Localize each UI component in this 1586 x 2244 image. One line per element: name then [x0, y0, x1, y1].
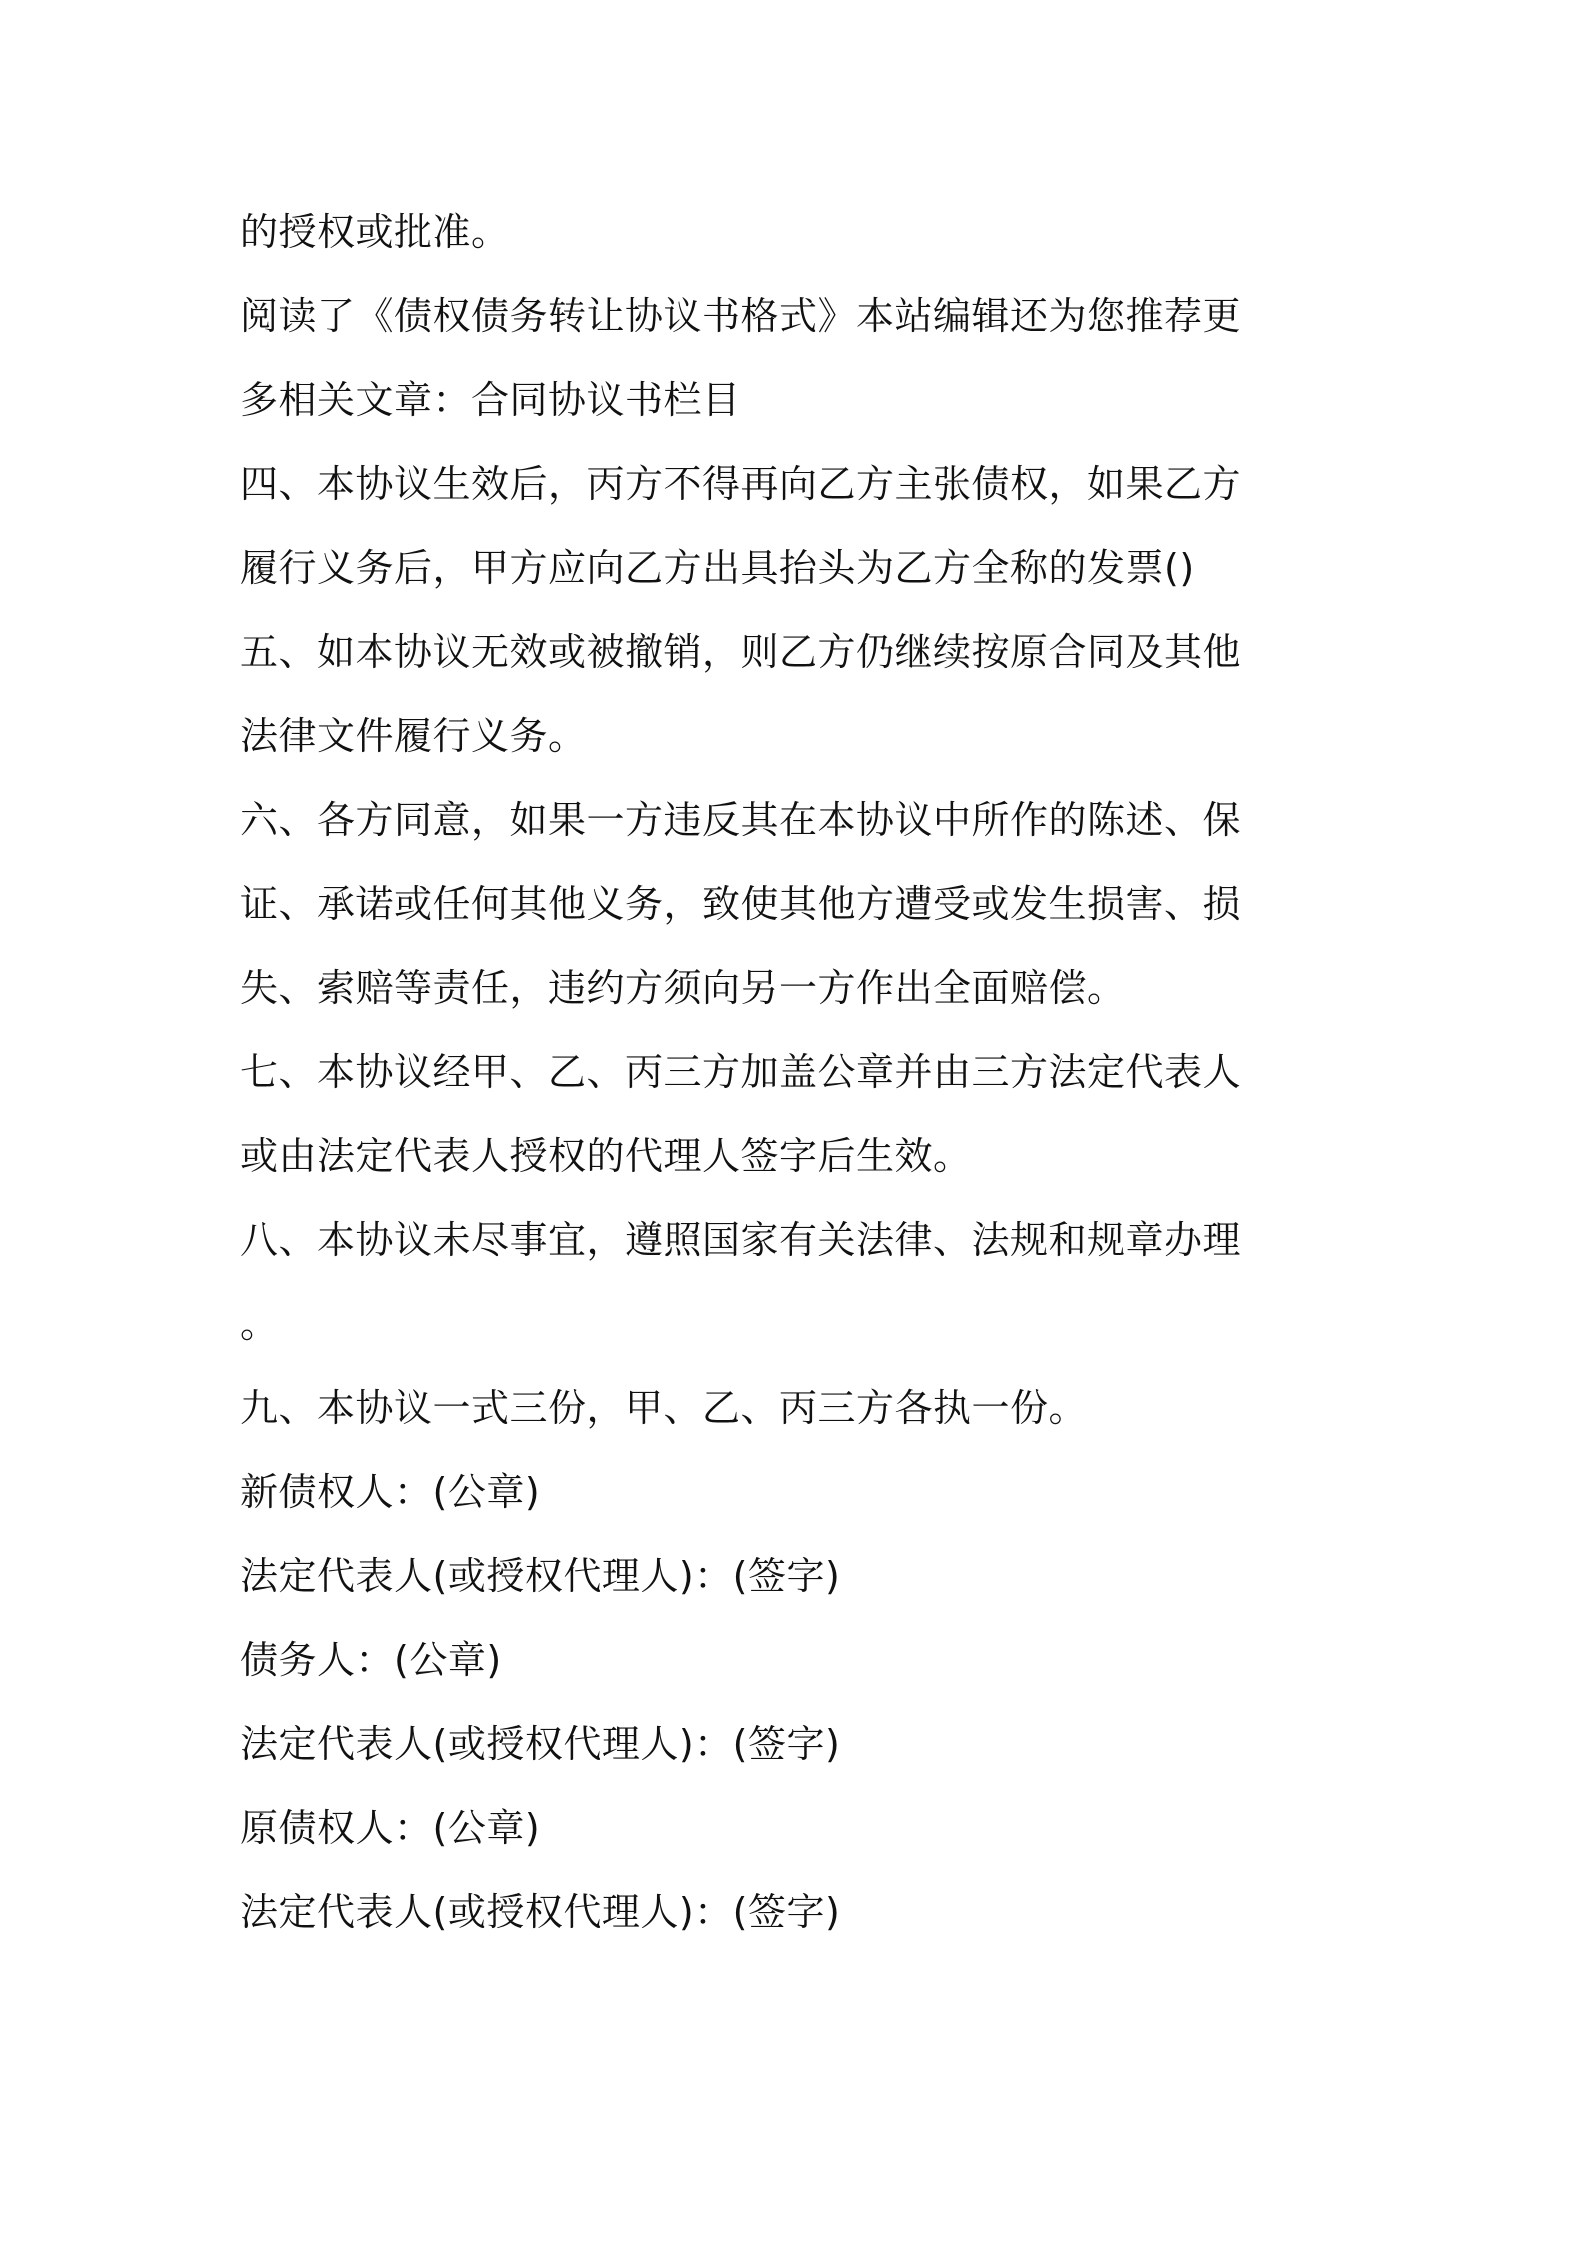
- text-line: 九、本协议一式三份，甲、乙、丙三方各执一份。: [240, 1386, 1088, 1430]
- text-line: 的授权或批准。: [240, 210, 510, 254]
- signature-line-representative: 法定代表人(或授权代理人)：(签字): [240, 1554, 841, 1598]
- text-line: 履行义务后，甲方应向乙方出具抬头为乙方全称的发票(): [240, 546, 1195, 590]
- text-line: 证、承诺或任何其他义务，致使其他方遭受或发生损害、损: [240, 882, 1242, 926]
- text-line: 六、各方同意，如果一方违反其在本协议中所作的陈述、保: [240, 798, 1242, 842]
- signature-line-representative: 法定代表人(或授权代理人)：(签字): [240, 1722, 841, 1766]
- signature-line-new-creditor: 新债权人：(公章): [240, 1470, 541, 1514]
- text-line: 法律文件履行义务。: [240, 714, 587, 758]
- text-line: 七、本协议经甲、乙、丙三方加盖公章并由三方法定代表人: [240, 1050, 1242, 1094]
- signature-line-original-creditor: 原债权人：(公章): [240, 1806, 541, 1850]
- signature-line-debtor: 债务人：(公章): [240, 1638, 502, 1682]
- text-line: 或由法定代表人授权的代理人签字后生效。: [240, 1134, 972, 1178]
- document-body: [240, 190, 1360, 1954]
- text-line: 阅读了《债权债务转让协议书格式》本站编辑还为您推荐更: [240, 294, 1242, 338]
- text-line: 八、本协议未尽事宜，遵照国家有关法律、法规和规章办理: [240, 1218, 1242, 1262]
- text-line: 五、如本协议无效或被撤销，则乙方仍继续按原合同及其他: [240, 630, 1242, 674]
- text-line: 四、本协议生效后，丙方不得再向乙方主张债权，如果乙方: [240, 462, 1242, 506]
- signature-line-representative: 法定代表人(或授权代理人)：(签字): [240, 1890, 841, 1934]
- text-line: 。: [240, 1302, 279, 1346]
- text-line: 失、索赔等责任，违约方须向另一方作出全面赔偿。: [240, 966, 1126, 1010]
- text-line: 多相关文章：合同协议书栏目: [240, 378, 741, 422]
